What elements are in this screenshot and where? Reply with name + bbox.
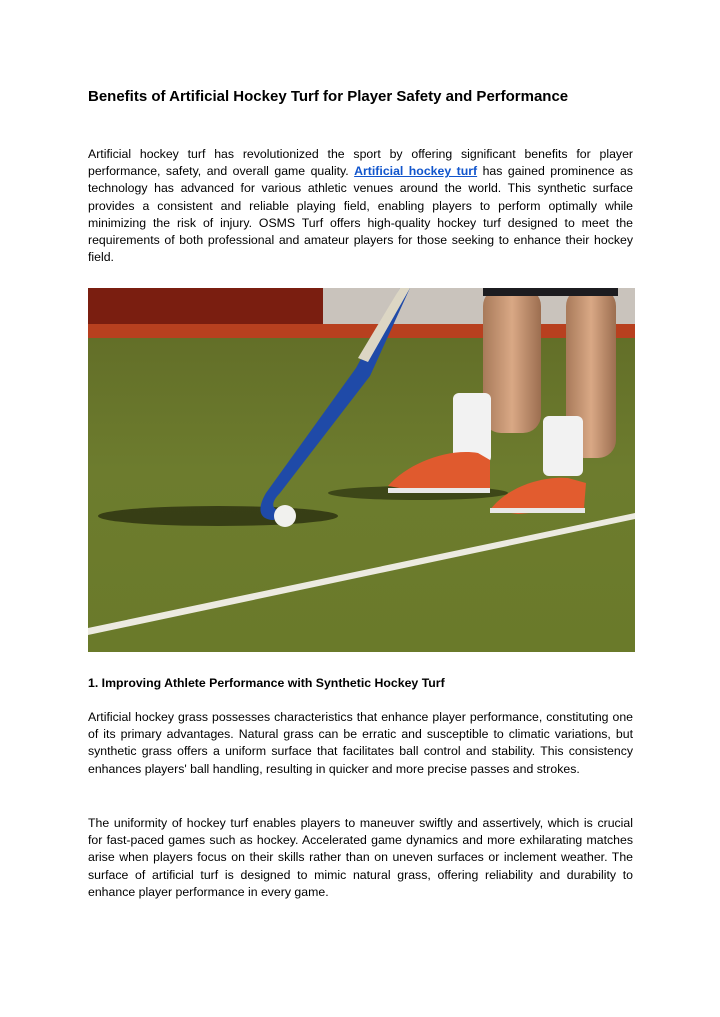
background-wall <box>88 288 323 326</box>
left-shoe-sole <box>388 488 490 493</box>
intro-text-after-link: has gained prominence as technology has advanced for various athletic venues around the world. This synthetic surface provides a consistent and reliable playing field, enabling players to perform optimally while minimizing the risk of injury. OSMS Turf offers high-quality hockey turf designed to meet the requirements of both professional and amateur players for those seeking to enhance their hockey field. <box>88 164 633 265</box>
right-sock <box>543 416 583 476</box>
section-paragraph: Artificial hockey grass possesses characteristics that enhance player performance, constituting one of its primary advantages. Natural grass can be erratic and susceptible to climatic variations, but synthetic grass offers a uniform surface that facilitates ball control and stability. This consistency enhances players' ball handling, resulting in quicker and more precise passes and strokes. <box>88 710 633 776</box>
artificial-hockey-turf-link[interactable]: Artificial hockey turf <box>354 164 478 179</box>
intro-paragraph <box>88 146 633 266</box>
section-heading: 1. Improving Athlete Performance with Synthetic Hockey Turf <box>88 676 445 690</box>
hero-image <box>88 288 635 652</box>
shorts <box>483 288 618 296</box>
left-leg <box>483 288 541 433</box>
right-shoe-sole <box>490 508 585 513</box>
section-paragraph: The uniformity of hockey turf enables players to maneuver swiftly and assertively, which is crucial for fast-paced games such as hockey. Accelerated game dynamics and more exhilarating matches arise when players focus on their skills rather than on uneven surfaces or inclement weather. The surface of artificial turf is designed to mimic natural grass, offering reliability and durability to enhance player performance in every game. <box>88 816 633 899</box>
hockey-ball <box>274 505 296 527</box>
running-track <box>88 324 635 338</box>
hockey-turf-photo <box>88 288 635 652</box>
document-title: Benefits of Artificial Hockey Turf for Player Safety and Performance <box>88 88 569 105</box>
intro-text-before-link: Artificial hockey turf has revolutionized the sport by offering significant benefits for player performance, safety, and overall game quality. <box>88 147 633 179</box>
stick-shadow <box>98 506 338 526</box>
